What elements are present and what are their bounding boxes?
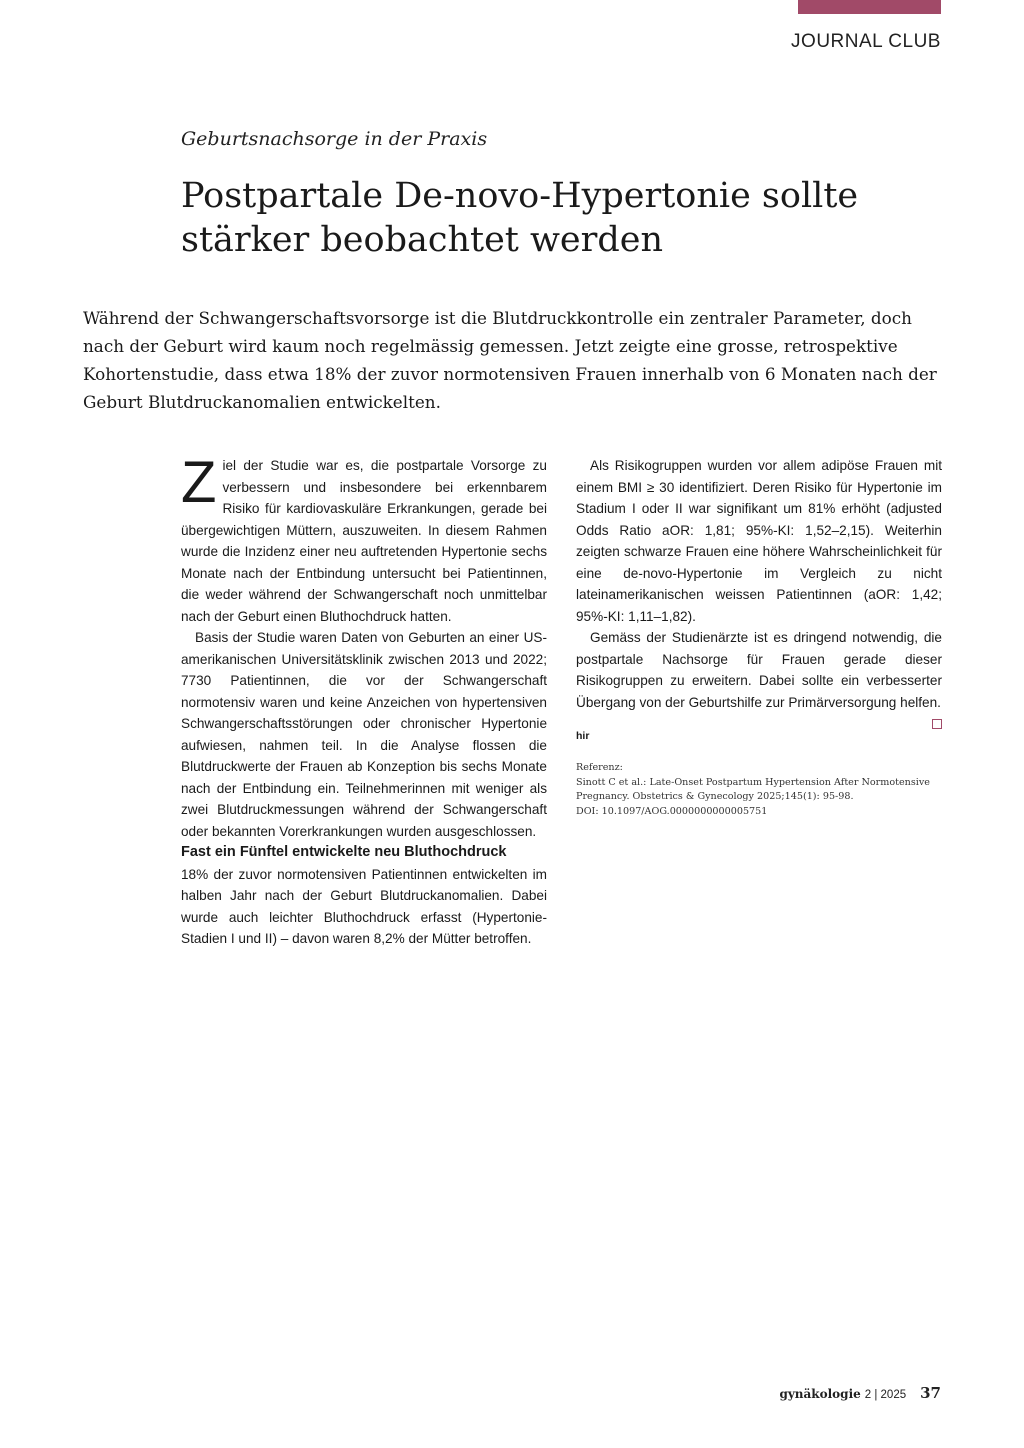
paragraph-1-text: iel der Studie war es, die postpartale Vorsorge zu verbessern und insbesondere bei erkennbarem Risiko für kardiovaskuläre Erkrankungen, gerade bei übergewichtigen Müttern, auszuweiten. In diesem Rahmen wurde die Inzidenz einer neu auftretenden Hypertonie sechs Monate nach der Entbindung untersucht bei Patientinnen, die weder während der Schwangerschaft noch unmittelbar nach der Geburt einen Bluthochdruck hatten.: [181, 458, 547, 624]
page-number: 37: [920, 1384, 941, 1402]
reference-label: Referenz:: [576, 762, 623, 773]
paragraph-5-text: Gemäss der Studienärzte ist es dringend notwendig, die postpartale Nachsorge für Frauen gerade dieser Risikogruppen zu erweitern. Dabei sollte ein verbesserter Übergang von der Geburtshilfe zur Primärversorgung helfen.: [576, 630, 942, 710]
reference-doi: DOI: 10.1097/AOG.0000000000005751: [576, 805, 768, 817]
dropcap: Z: [181, 450, 217, 515]
reference-line-1: Sinott C et al.: Late-Onset Postpartum Hypertension After Normotensive: [576, 776, 930, 788]
issue-number: 2 | 2025: [864, 1389, 907, 1401]
article-title: Postpartale De-novo-Hypertonie sollte stärker beobachtet werden: [181, 176, 859, 260]
paragraph-4: Als Risikogruppen wurden vor allem adipöse Frauen mit einem BMI ≥ 30 identifiziert. Deren Risiko für Hypertonie im Stadium I oder II war signifikant um 81% erhöht (adjusted Odds Ratio aOR: 1,81; 95%-KI: 1,52–2,15). Weiterhin zeigten schwarze Frauen eine höhere Wahrscheinlichkeit für eine de-novo-Hypertonie im Vergleich zu nicht lateinamerikanischen weissen Patientinnen (aOR: 1,42; 95%-KI: 1,11–1,82).: [576, 458, 942, 624]
paragraph-5: [576, 627, 942, 713]
author-initials: hir: [576, 730, 590, 742]
column-left: [181, 450, 547, 950]
paragraph-1: [181, 450, 547, 627]
article-lead: Während der Schwangerschaftsvorsorge ist die Blutdruckkontrolle ein zentraler Parameter, doch nach der Geburt wird kaum noch regelmässig gemessen. Jetzt zeigte eine grosse, retrospektive Kohortenstudie, dass etwa 18% der zuvor normotensiven Frauen innerhalb von 6 Monaten nach der Geburt Blutdruckanomalien entwickelten.: [83, 308, 937, 412]
column-right: [576, 455, 942, 819]
reference-block: [576, 761, 942, 819]
page-footer: [779, 1384, 941, 1402]
journal-name: gynäkologie: [779, 1387, 861, 1401]
accent-bar: [798, 0, 941, 14]
paragraph-2: Basis der Studie waren Daten von Geburten an einer US-amerikanischen Universitätsklinik zwischen 2013 und 2022; 7730 Patientinnen, die vor der Schwangerschaft normotensiv waren und keine Anzeichen von hypertensiven Schwangerschaftsstörungen oder chronischer Hypertonie aufwiesen, nahmen teil. In die Analyse flossen die Blutdruckwerte der Frauen ab Konzeption bis sechs Monate nach der Entbindung ein. Teilnehmerinnen mit weniger als zwei Blutdruckmessungen während der Schwangerschaft oder bekannten Vorerkrankungen wurden ausgeschlossen.: [181, 630, 547, 839]
end-square-icon: [932, 719, 942, 729]
paragraph-3: 18% der zuvor normotensiven Patientinnen entwickelten im halben Jahr nach der Geburt Blutdruckanomalien. Dabei wurde auch leichter Bluthochdruck erfasst (Hypertonie-Stadien I und II) – davon waren 8,2% der Mütter betroffen.: [181, 866, 547, 946]
reference-line-2: Pregnancy. Obstetrics & Gynecology 2025;145(1): 95-98.: [576, 791, 854, 802]
section-label: JOURNAL CLUB: [791, 31, 941, 52]
section-subheading: Fast ein Fünftel entwickelte neu Bluthochdruck: [181, 844, 507, 860]
article-kicker: Geburtsnachsorge in der Praxis: [181, 128, 488, 150]
